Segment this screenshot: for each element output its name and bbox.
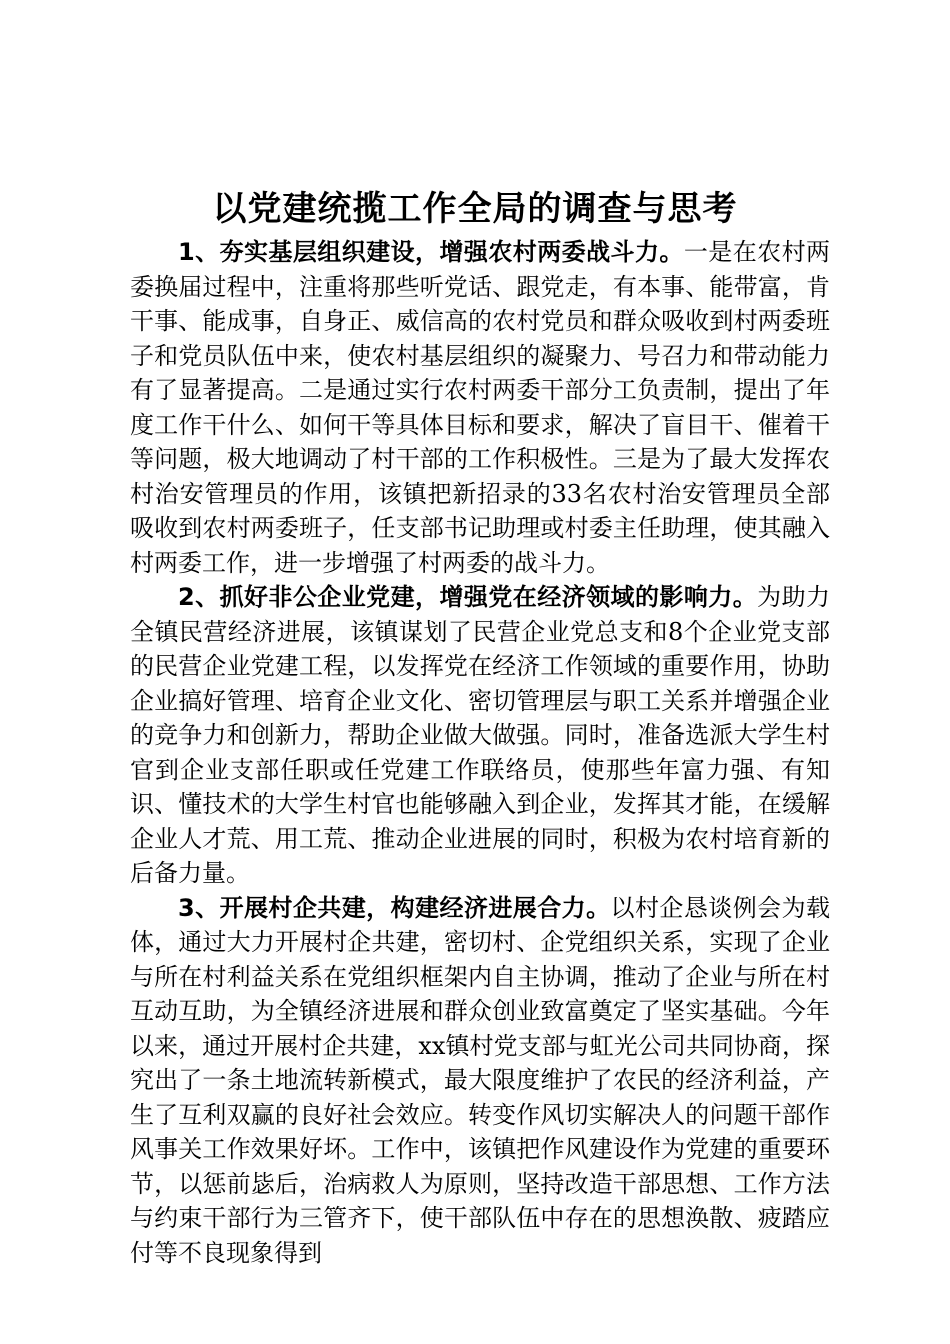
document-body xyxy=(130,235,830,1270)
paragraph-3 xyxy=(130,891,830,1271)
paragraph-1-heading: 1、夯实基层组织建设，增强农村两委战斗力。 xyxy=(178,238,684,266)
document-title: 以党建统揽工作全局的调查与思考 xyxy=(212,189,738,229)
paragraph-1-text: 一是在农村两委换届过程中，注重将那些听党话、跟党走，有本事、能带富，肯干事、能成事，自身正、威信高的农村党员和群众吸收到村两委班子和党员队伍中来，使农村基层组织的凝聚力、号召力和带动能力有了显著提高。二是通过实行农村两委干部分工负责制，提出了年度工作干什么、如何干等具体目标和要求，解决了盲目干、催着干等问题，极大地调动了村干部的工作积极性。三是为了最大发挥农村治安管理员的作用，该镇把新招录的33名农村治安管理员全部吸收到农村两委班子，任支部书记助理或村委主任助理，使其融入村两委工作，进一步增强了村两委的战斗力。 xyxy=(130,238,831,577)
paragraph-1 xyxy=(130,235,830,580)
paragraph-2-heading: 2、抓好非公企业党建，增强党在经济领域的影响力。 xyxy=(178,583,758,611)
paragraph-2-text: 为助力全镇民营经济进展，该镇谋划了民营企业党总支和8个企业党支部的民营企业党建工程，以发挥党在经济工作领域的重要作用，协助企业搞好管理、培育企业文化、密切管理层与职工关系并增强企业的竞争力和创新力，帮助企业做大做强。同时，准备选派大学生村官到企业支部任职或任党建工作联络员，使那些年富力强、有知识、懂技术的大学生村官也能够融入到企业，发挥其才能，在缓解企业人才荒、用工荒、推动企业进展的同时，积极为农村培育新的后备力量。 xyxy=(130,583,831,887)
paragraph-3-text: 以村企恳谈例会为载体，通过大力开展村企共建，密切村、企党组织关系，实现了企业与所在村利益关系在党组织框架内自主协调，推动了企业与所在村互动互助，为全镇经济进展和群众创业致富奠定了坚实基础。今年以来，通过开展村企共建，xx镇村党支部与虹光公司共同协商，探究出了一条土地流转新模式，最大限度维护了农民的经济利益，产生了互利双赢的良好社会效应。转变作风切实解决人的问题干部作风事关工作效果好坏。工作中，该镇把作风建设作为党建的重要环节，以惩前毖后，治病救人为原则，坚持改造干部思想、工作方法与约束干部行为三管齐下，使干部队伍中存在的思想涣散、疲踏应付等不良现象得到 xyxy=(130,893,831,1267)
paragraph-3-heading: 3、开展村企共建，构建经济进展合力。 xyxy=(178,893,611,922)
paragraph-2 xyxy=(130,580,830,891)
